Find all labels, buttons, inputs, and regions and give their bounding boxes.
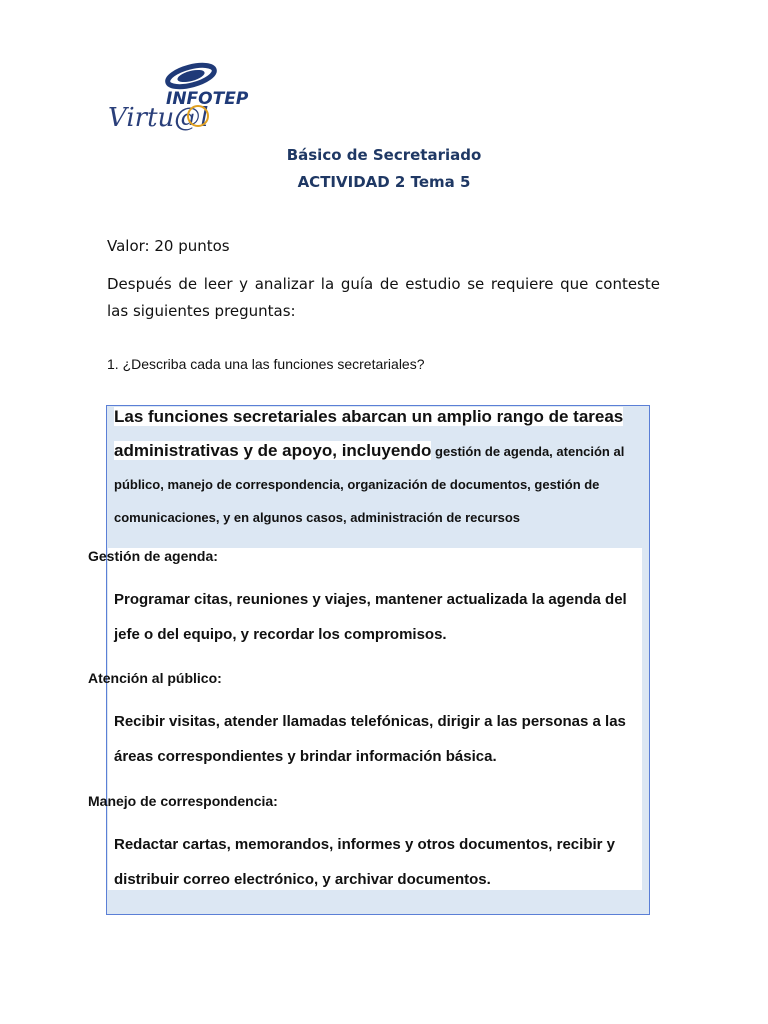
question-1: 1. ¿Describa cada una las funciones secretariales? xyxy=(107,356,425,372)
answer-intro-small: gestión de agenda, atención al público, manejo de correspondencia, organización de documentos, gestión de comunicaciones, y en algunos casos, administración de recursos xyxy=(114,444,625,525)
logo-brand-text: INFOTEP xyxy=(166,89,249,109)
infotep-virtual-logo xyxy=(106,58,249,133)
section-heading-correspondencia: Manejo de correspondencia: xyxy=(88,793,278,809)
logo-script-text: Virtu@l xyxy=(108,103,209,133)
document-subtitle: ACTIVIDAD 2 Tema 5 xyxy=(297,173,471,191)
logo-graphic xyxy=(106,58,249,133)
section-text-agenda: Programar citas, reuniones y viajes, mantener actualizada la agenda del jefe o del equipo, y recordar los compromisos. xyxy=(114,591,627,643)
section-text-atencion: Recibir visitas, atender llamadas telefónicas, dirigir a las personas a las áreas correspondientes y brindar información básica. xyxy=(114,713,626,765)
instructions-paragraph: Después de leer y analizar la guía de estudio se requiere que conteste las siguientes preguntas: xyxy=(107,275,660,320)
answer-intro-large: Las funciones secretariales abarcan un amplio rango de tareas administrativas y de apoyo, incluyendo xyxy=(114,407,624,460)
value-line: Valor: 20 puntos xyxy=(107,237,230,255)
answer-intro xyxy=(114,400,644,534)
section-text-correspondencia: Redactar cartas, memorandos, informes y otros documentos, recibir y distribuir correo electrónico, y archivar documentos. xyxy=(114,836,615,888)
section-heading-atencion: Atención al público: xyxy=(88,670,222,686)
document-title: Básico de Secretariado xyxy=(286,146,482,164)
section-heading-agenda: Gestión de agenda: xyxy=(88,548,218,564)
